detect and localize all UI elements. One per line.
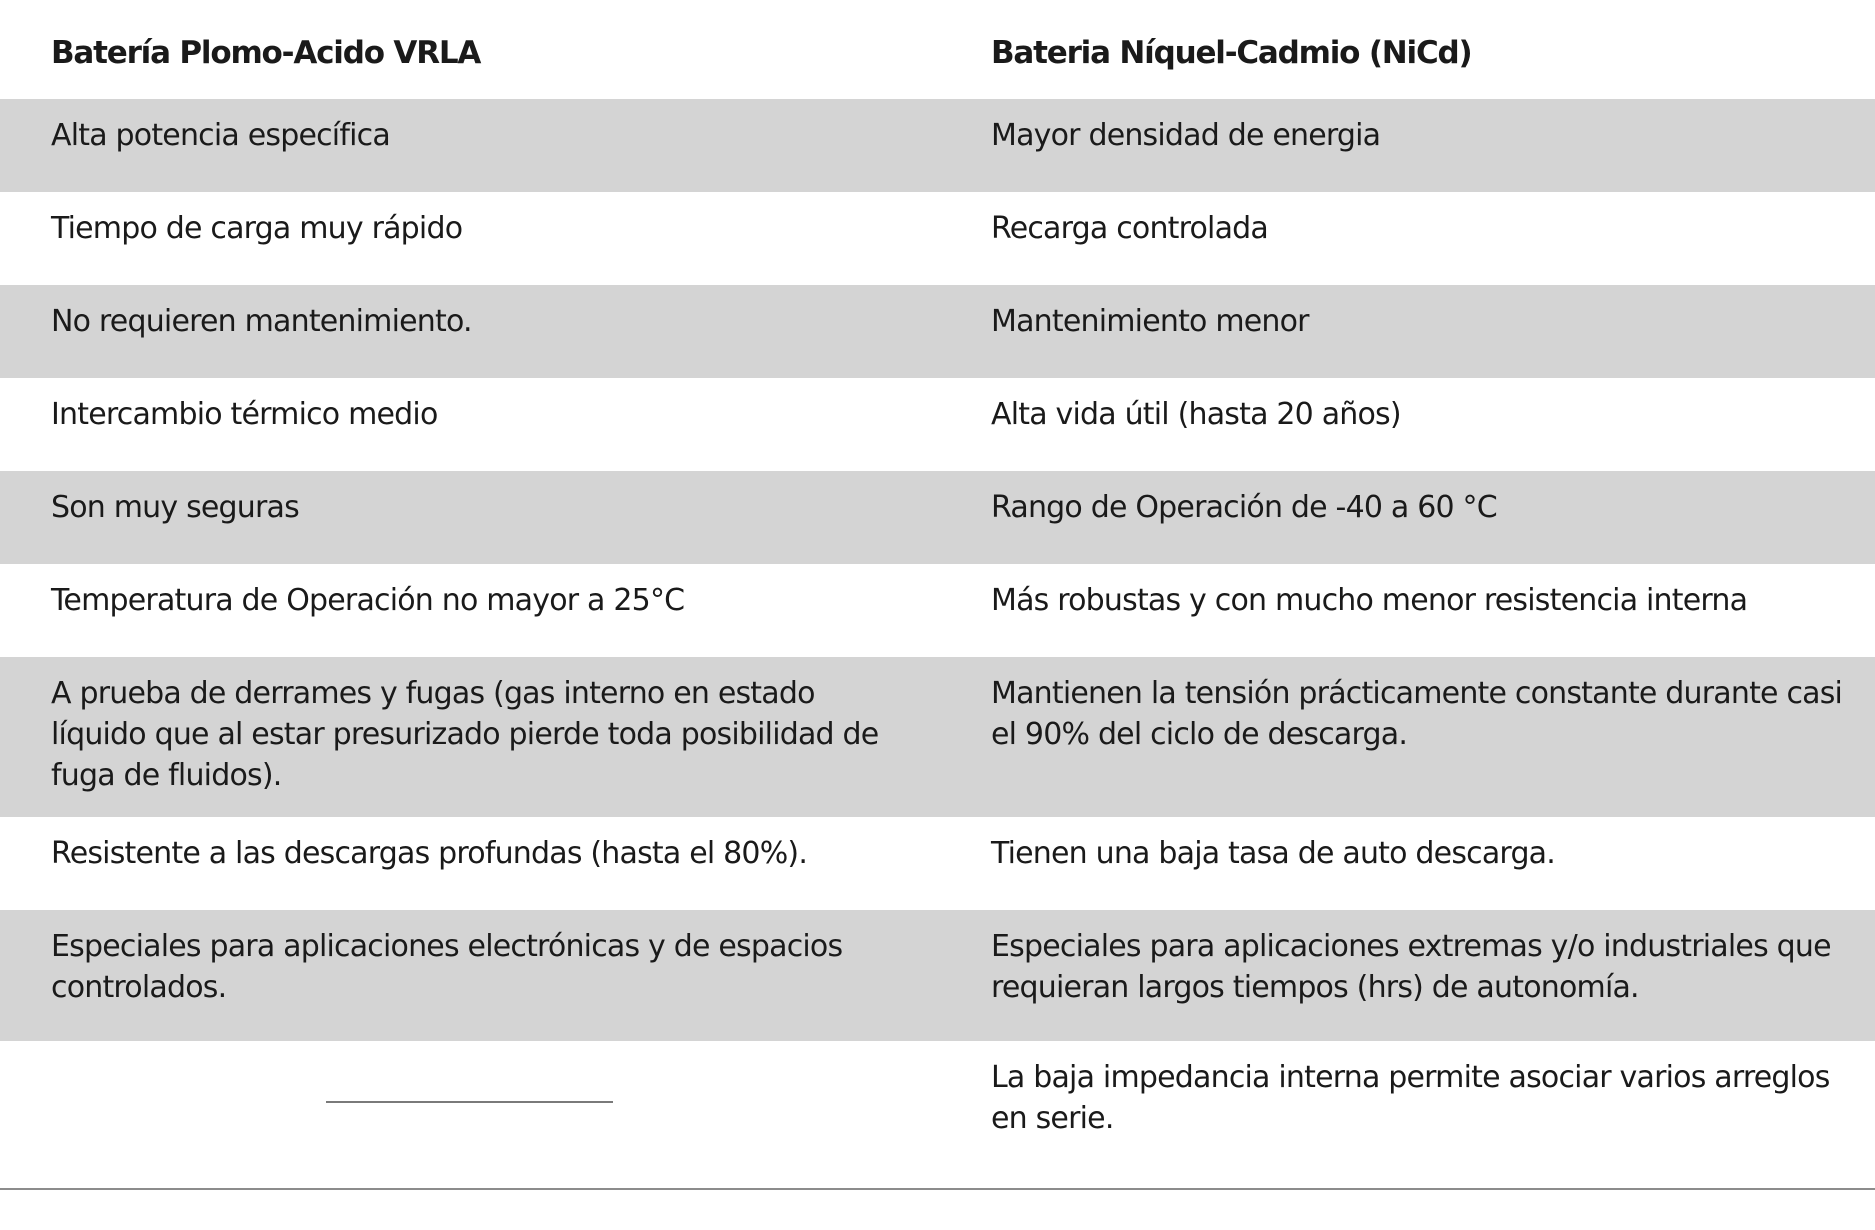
table-row: [0, 99, 1875, 192]
table-row: [0, 817, 1875, 910]
table-row: [0, 564, 1875, 657]
cell-left: A prueba de derrames y fugas (gas interno en estado líquido que al estar presurizado pierde toda posibilidad de fuga de fluidos).: [51, 676, 879, 793]
cell-right: Alta vida útil (hasta 20 años): [991, 397, 1401, 432]
cell-right: Rango de Operación de -40 a 60 °C: [991, 490, 1497, 525]
header-left: Batería Plomo-Acido VRLA: [51, 35, 481, 71]
table-row: [0, 192, 1875, 285]
cell-right: Recarga controlada: [991, 211, 1269, 246]
table-row: [0, 910, 1875, 1041]
table-row: [0, 378, 1875, 471]
empty-cell-line: [326, 1101, 613, 1103]
cell-left-empty: [0, 1041, 991, 1186]
cell-left: Resistente a las descargas profundas (hasta el 80%).: [51, 836, 808, 871]
header-right: Bateria Níquel-Cadmio (NiCd): [991, 35, 1472, 71]
cell-right: Mayor densidad de energia: [991, 118, 1381, 153]
table-bottom-rule: [0, 1188, 1875, 1190]
table-header-row: [0, 0, 1875, 99]
cell-right: Más robustas y con mucho menor resistencia interna: [991, 583, 1748, 618]
cell-left: No requieren mantenimiento.: [51, 304, 472, 339]
cell-right: Tienen una baja tasa de auto descarga.: [991, 836, 1556, 871]
cell-right: Mantenimiento menor: [991, 304, 1309, 339]
cell-left: Tiempo de carga muy rápido: [51, 211, 463, 246]
cell-left: Especiales para aplicaciones electrónicas y de espacios controlados.: [51, 929, 843, 1005]
cell-left: Son muy seguras: [51, 490, 299, 525]
table-row: [0, 657, 1875, 817]
table-row: [0, 285, 1875, 378]
cell-right: La baja impedancia interna permite asociar varios arreglos en serie.: [991, 1060, 1830, 1136]
cell-right: Especiales para aplicaciones extremas y/o industriales que requieran largos tiempos (hrs) de autonomía.: [991, 929, 1831, 1005]
cell-left: Intercambio térmico medio: [51, 397, 438, 432]
table-row: [0, 471, 1875, 564]
cell-right: Mantienen la tensión prácticamente constante durante casi el 90% del ciclo de descarga.: [991, 676, 1843, 752]
cell-left: Temperatura de Operación no mayor a 25°C: [51, 583, 685, 618]
cell-left: Alta potencia específica: [51, 118, 390, 153]
table-row: [0, 1041, 1875, 1186]
